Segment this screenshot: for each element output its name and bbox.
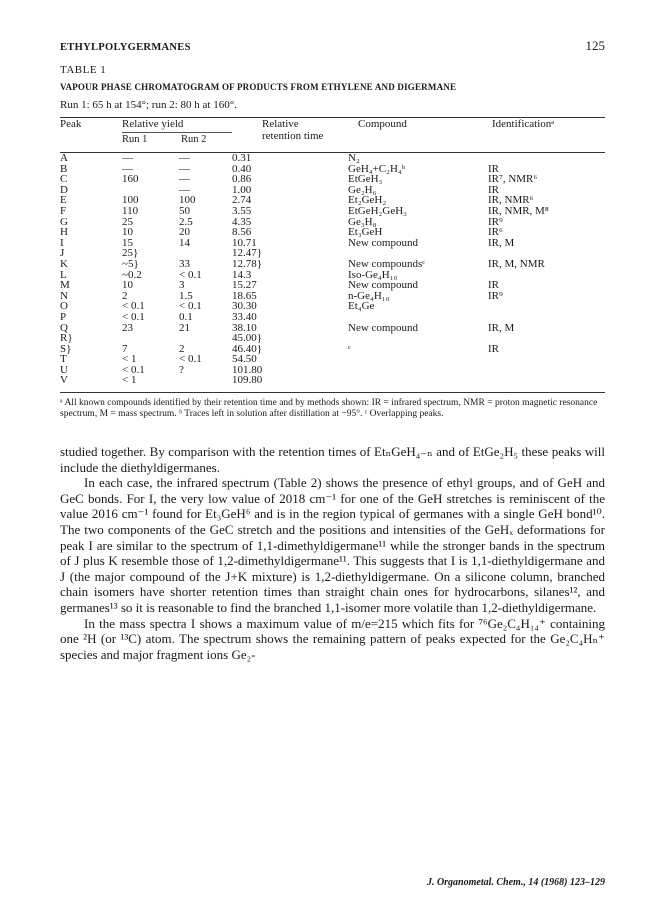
- cell-run2: 33: [179, 257, 191, 270]
- cell-peak: R}: [60, 332, 73, 345]
- cell-peak: C: [60, 173, 68, 186]
- page-number: 125: [585, 38, 605, 53]
- table-row: [60, 375, 605, 386]
- table-row: [60, 323, 605, 334]
- cell-compound: [348, 312, 488, 323]
- table-row: [60, 259, 605, 270]
- cell-identification: [488, 333, 605, 344]
- cell-peak: N: [60, 289, 68, 302]
- cell-peak: E: [60, 194, 67, 207]
- cell-peak: M: [60, 279, 70, 292]
- cell-retention: 4.35: [232, 215, 252, 228]
- cell-peak: G: [60, 215, 68, 228]
- table-row: [60, 365, 605, 376]
- cell-run1: < 1: [122, 353, 137, 366]
- cell-run2: 14: [179, 236, 191, 249]
- cell-peak: L: [60, 268, 67, 281]
- cell-peak: T: [60, 353, 67, 366]
- cell-retention: 2.74: [232, 194, 252, 207]
- cell-retention: 30.30: [232, 300, 257, 313]
- cell-identification: [488, 270, 605, 281]
- cell-run1: 160: [122, 173, 139, 186]
- table-footnote: ᵃ All known compounds identified by their retention time and by methods shown: IR = infrared spectrum, NMR = proton magnetic resonance spectrum, M = mass spectrum. ᵇ Traces left in solution after distillation at −95°. ᶜ Overlapping peaks.: [60, 398, 598, 420]
- cell-identification: [488, 375, 605, 386]
- relative-yield-label: Relative yield: [122, 118, 184, 130]
- cell-retention: 3.55: [232, 204, 252, 217]
- cell-run1: ~5}: [122, 257, 139, 270]
- cell-compound: Et₃GeH: [348, 226, 383, 239]
- cell-compound: New compound: [348, 279, 418, 292]
- cell-peak: B: [60, 162, 68, 175]
- table-row: [60, 174, 605, 185]
- cell-identification: IR, M: [488, 321, 515, 334]
- cell-compound: New compoundsᶜ: [348, 257, 426, 270]
- cell-retention: 46.40}: [232, 342, 263, 355]
- cell-run2: —: [179, 162, 191, 175]
- table-row: [60, 333, 605, 344]
- cell-compound: Iso-Ge₄H₁₀: [348, 268, 398, 281]
- cell-compound: [348, 333, 488, 344]
- cell-run2: 2: [179, 342, 185, 355]
- cell-identification: IR, NMR, M⁸: [488, 204, 549, 217]
- cell-peak: A: [60, 152, 68, 164]
- cell-peak: S}: [60, 342, 72, 355]
- cell-peak: K: [60, 257, 68, 270]
- cell-identification: IR: [488, 279, 499, 292]
- cell-compound: n-Ge₄H₁₀: [348, 289, 390, 302]
- cell-identification: IR, NMR⁶: [488, 194, 534, 207]
- cell-run1: 10: [122, 226, 133, 239]
- table-row: [60, 227, 605, 238]
- cell-compound: Ge₃H₈: [348, 215, 377, 228]
- table-row: [60, 312, 605, 323]
- cell-identification: IR⁷, NMR⁶: [488, 173, 538, 186]
- cell-retention: 33.40: [232, 310, 257, 323]
- cell-run2: [179, 375, 232, 386]
- cell-identification: IR, M, NMR: [488, 257, 545, 270]
- paragraph-1: studied together. By comparison with the retention times of EtₙGeH₄₋ₙ and of EtGe₂H₅ these peaks will include the diethyldigermanes.: [60, 444, 605, 475]
- cell-retention: 109.80: [232, 374, 263, 387]
- cell-identification: IR⁹: [488, 289, 503, 302]
- cell-run2: 1.5: [179, 289, 193, 302]
- cell-retention: 12.78}: [232, 257, 263, 270]
- cell-retention: 15.27: [232, 279, 257, 292]
- cell-identification: [488, 312, 605, 323]
- cell-retention: 0.31: [232, 152, 252, 164]
- cell-run1: ~0.2: [122, 268, 142, 281]
- cell-compound: Et₄Ge: [348, 300, 375, 313]
- cell-identification: IR⁹: [488, 215, 503, 228]
- table-row: [60, 238, 605, 249]
- cell-peak: I: [60, 236, 64, 249]
- cell-peak: O: [60, 300, 68, 313]
- col-run1: Run 1: [122, 134, 148, 145]
- cell-run2: 3: [179, 279, 185, 292]
- cell-retention: 10.71: [232, 236, 257, 249]
- cell-run1: 7: [122, 342, 128, 355]
- cell-peak: H: [60, 226, 68, 239]
- cell-run1: 100: [122, 194, 139, 207]
- cell-compound: [348, 354, 488, 365]
- table-row: [60, 280, 605, 291]
- cell-compound: N₂: [348, 152, 360, 164]
- cell-identification: [488, 153, 605, 164]
- cell-compound: [348, 375, 488, 386]
- table-caption: VAPOUR PHASE CHROMATOGRAM OF PRODUCTS FROM ETHYLENE AND DIGERMANE: [60, 82, 457, 92]
- cell-retention: 1.00: [232, 183, 252, 196]
- cell-retention: 45.00}: [232, 332, 263, 345]
- cell-retention: 18.65: [232, 289, 257, 302]
- col-compound: Compound: [358, 118, 407, 130]
- col-relative-yield: [122, 118, 232, 146]
- cell-compound: [348, 365, 488, 376]
- cell-run1: 10: [122, 279, 133, 292]
- cell-peak: Q: [60, 321, 68, 334]
- cell-peak: U: [60, 363, 68, 376]
- cell-identification: [488, 301, 605, 312]
- cell-run2: < 0.1: [179, 268, 202, 281]
- cell-run2: 2.5: [179, 215, 193, 228]
- cell-run1: < 1: [122, 374, 137, 387]
- paragraph-3: In the mass spectra I shows a maximum value of m/e=215 which fits for ⁷⁶Ge₂C₄H₁₄⁺ containing one ²H (or ¹³C) atom. The spectrum shows the remaining pattern of peaks expected for the Ge₂C₄Hₙ⁺ species and major fragment ions Ge₂-: [60, 615, 605, 662]
- cell-identification: IR: [488, 342, 499, 355]
- cell-peak: P: [60, 310, 67, 323]
- body-text: [60, 444, 605, 662]
- cell-retention: 54.50: [232, 353, 257, 366]
- cell-compound: EtGeH₃: [348, 173, 383, 186]
- table-run-conditions: Run 1: 65 h at 154°; run 2: 80 h at 160°.: [60, 99, 237, 111]
- col-identification: Identificationᵃ: [492, 118, 555, 130]
- col-peak: Peak: [60, 118, 82, 130]
- cell-identification: [488, 365, 605, 376]
- cell-peak: F: [60, 204, 67, 217]
- cell-run1: < 0.1: [122, 310, 145, 323]
- cell-run2: 20: [179, 226, 191, 239]
- cell-identification: IR: [488, 162, 499, 175]
- cell-run2: < 0.1: [179, 353, 202, 366]
- table-row: [60, 206, 605, 217]
- cell-identification: IR: [488, 183, 499, 196]
- cell-run1: —: [122, 162, 133, 175]
- running-title: ETHYLPOLYGERMANES: [60, 42, 191, 53]
- cell-run2: —: [179, 173, 191, 186]
- cell-run1: 23: [122, 321, 133, 334]
- cell-peak: V: [60, 374, 68, 387]
- cell-run2: —: [179, 183, 191, 196]
- cell-run2: < 0.1: [179, 300, 202, 313]
- table-bottom-rule: [60, 392, 605, 393]
- cell-retention: 0.86: [232, 173, 252, 186]
- cell-compound: Ge₂H₆: [348, 183, 377, 196]
- cell-retention: 0.40: [232, 162, 252, 175]
- cell-run2: ?: [179, 363, 184, 376]
- cell-run1: 25: [122, 215, 133, 228]
- cell-run2: 50: [179, 204, 191, 217]
- data-table: [60, 118, 605, 386]
- cell-identification: IR, M: [488, 236, 515, 249]
- cell-compound: New compound: [348, 236, 418, 249]
- table-label: TABLE 1: [60, 64, 107, 76]
- cell-run1: < 0.1: [122, 363, 145, 376]
- cell-retention: 12.47}: [232, 247, 263, 260]
- paragraph-2: In each case, the infrared spectrum (Table 2) shows the presence of ethyl groups, and of GeH and GeC bonds. For I, the very low value of 2018 cm⁻¹ for one of the GeH stretches is reminiscent of the value 2016 cm⁻¹ found for Et₃GeH⁶ and is in the region typical of germanes with a single GeH bond¹⁰. The two components of the GeC stretch and the positions and intensities of the GeHₓ deformations for peak I are similar to the spectrum of 1,1-dimethyldigermane¹¹ while the stronger bands in the spectrum of J plus K resemble those of 1,2-dimethyldigermane¹¹. This suggests that I is 1,1-diethyldigermane and J (the major compound of the J+K mixture) is 1,2-diethyldigermane. On a silicone column, branched chain isomers have shorter retention times than straight chain ones for hydrocarbons, silanes¹², and germanes¹³ so it is reasonable to find the branched 1,1-isomer more volatile than 1,2-diethyldigermane.: [60, 475, 605, 615]
- cell-retention: 101.80: [232, 363, 263, 376]
- table-row: [60, 153, 605, 164]
- cell-peak: D: [60, 183, 68, 196]
- journal-citation: J. Organometal. Chem., 14 (1968) 123–129: [426, 877, 605, 888]
- cell-run1: 110: [122, 204, 139, 217]
- col-retention: Relative retention time: [262, 118, 324, 142]
- cell-run1: —: [122, 152, 133, 164]
- page: [60, 38, 605, 662]
- cell-retention: 38.10: [232, 321, 257, 334]
- cell-identification: [488, 354, 605, 365]
- cell-compound: New compound: [348, 321, 418, 334]
- cell-compound: ᶜ: [348, 342, 351, 355]
- cell-identification: IR⁶: [488, 226, 503, 239]
- cell-run2: 21: [179, 321, 191, 334]
- table-row: [60, 344, 605, 355]
- cell-compound: EtGeH₂GeH₃: [348, 204, 407, 217]
- cell-run2: —: [179, 152, 191, 164]
- cell-run1: 15: [122, 236, 133, 249]
- cell-peak: J: [60, 247, 65, 260]
- cell-retention: 8.56: [232, 226, 252, 239]
- cell-run2: 100: [179, 194, 196, 207]
- cell-run2: [179, 333, 232, 344]
- col-run2: Run 2: [181, 134, 207, 145]
- cell-compound: Et₂GeH₂: [348, 194, 387, 207]
- cell-run2: 0.1: [179, 310, 193, 323]
- cell-run1: [122, 333, 179, 344]
- table-row: [60, 217, 605, 228]
- cell-run1: 25}: [122, 247, 139, 260]
- table-body: [60, 153, 605, 386]
- cell-compound: GeH₄+C₂H₄ᵇ: [348, 162, 406, 175]
- cell-run1: 2: [122, 289, 128, 302]
- table-row: [60, 270, 605, 281]
- cell-run1: < 0.1: [122, 300, 145, 313]
- cell-retention: 14.3: [232, 268, 252, 281]
- running-header: [60, 38, 605, 60]
